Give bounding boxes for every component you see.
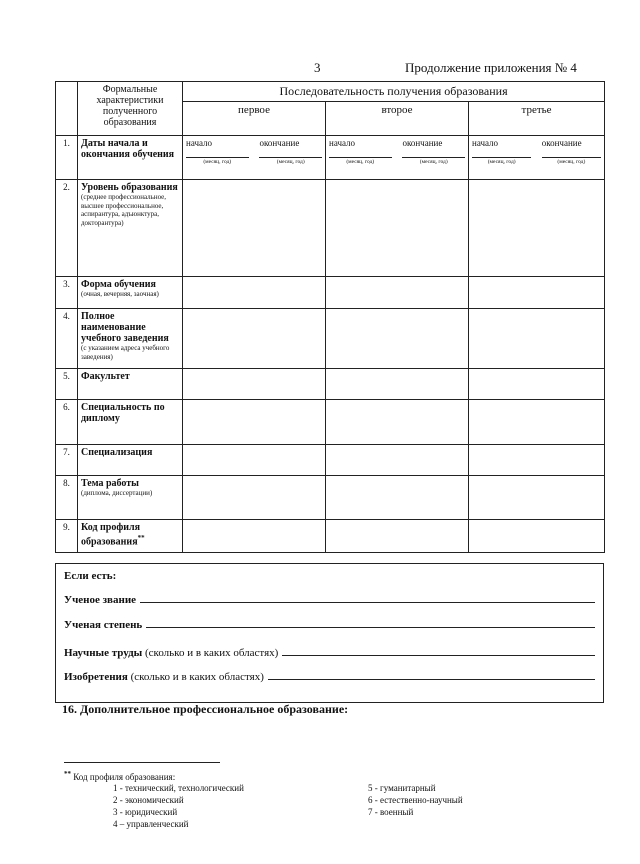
footnote-title — [64, 770, 175, 782]
date-start-hint: (месяц, год) — [186, 157, 249, 165]
academic-degree-label: Ученая степень — [64, 619, 143, 631]
date-start-hint: (месяц, год) — [329, 157, 392, 165]
footnote-divider — [64, 762, 220, 763]
academic-title-field[interactable] — [140, 601, 595, 603]
section-16-title: 16. Дополнительное профессиональное образование: — [62, 702, 349, 716]
table-row — [56, 369, 605, 400]
table-row — [56, 309, 605, 369]
inventions-field[interactable] — [268, 678, 595, 680]
entry-cell[interactable] — [326, 180, 469, 277]
profile-code-item: 3 - юридический — [113, 807, 178, 817]
row-note: (с указанием адреса учебного заведения) — [81, 344, 170, 361]
header-third: третье — [469, 102, 605, 136]
entry-cell[interactable] — [183, 309, 326, 369]
entry-cell[interactable] — [326, 309, 469, 369]
date-end-label: окончание — [259, 138, 300, 148]
profile-code-item: 2 - экономический — [113, 795, 184, 805]
continuation-label: Продолжение приложения № 4 — [405, 60, 577, 75]
row-note: (диплома, диссертации) — [81, 489, 153, 497]
if-any-label: Если есть: — [64, 570, 117, 582]
row-number: 2. — [56, 180, 78, 277]
footnote-title-text: Код профиля образования: — [73, 772, 176, 782]
entry-cell[interactable] — [326, 369, 469, 400]
header-characteristics: Формальные характеристики полученного образования — [78, 82, 183, 136]
row-label — [78, 309, 183, 369]
if-any-row — [64, 570, 595, 582]
works-label: Научные труды — [64, 647, 143, 659]
row-note: (очная, вечерняя, заочная) — [81, 290, 159, 298]
row-number: 7. — [56, 445, 78, 476]
works-hint: (сколько и в каких областях) — [144, 647, 279, 659]
entry-cell[interactable] — [183, 445, 326, 476]
date-cell[interactable] — [326, 136, 469, 180]
entry-cell[interactable] — [469, 520, 605, 553]
table-header-row — [56, 82, 605, 102]
entry-cell[interactable] — [183, 476, 326, 520]
table-row — [56, 400, 605, 445]
entry-cell[interactable] — [326, 445, 469, 476]
date-end-hint: (месяц, год) — [402, 157, 465, 165]
footnote-codes-left — [113, 782, 244, 830]
entry-cell[interactable] — [183, 400, 326, 445]
works-row — [64, 647, 595, 659]
inventions-row — [64, 671, 595, 683]
row-label — [78, 476, 183, 520]
profile-code-item: 1 - технический, технологический — [113, 783, 244, 793]
entry-cell[interactable] — [469, 277, 605, 309]
date-start-label: начало — [472, 138, 499, 148]
table-row — [56, 445, 605, 476]
table-row — [56, 277, 605, 309]
row-label — [78, 180, 183, 277]
row-number: 4. — [56, 309, 78, 369]
profile-code-item: 4 – управленческий — [113, 819, 189, 829]
entry-cell[interactable] — [183, 520, 326, 553]
row-number: 5. — [56, 369, 78, 400]
header-num-cell — [56, 82, 78, 136]
inventions-hint: (сколько и в каких областях) — [130, 671, 264, 683]
extra-info-box — [55, 563, 604, 703]
row-number: 1. — [56, 136, 78, 180]
row-number: 3. — [56, 277, 78, 309]
row-number: 8. — [56, 476, 78, 520]
header-first: первое — [183, 102, 326, 136]
academic-degree-field[interactable] — [146, 626, 595, 628]
academic-title-row — [64, 594, 595, 606]
row-label — [78, 520, 183, 553]
entry-cell[interactable] — [326, 277, 469, 309]
row-label — [78, 136, 183, 180]
entry-cell[interactable] — [469, 476, 605, 520]
row-title: Специальность по диплому — [81, 402, 165, 424]
date-start-label: начало — [186, 138, 213, 148]
row-title: Полное наименование учебного заведения — [81, 311, 169, 344]
date-cell[interactable] — [183, 136, 326, 180]
row-label — [78, 400, 183, 445]
entry-cell[interactable] — [469, 400, 605, 445]
date-end-hint: (месяц, год) — [259, 157, 322, 165]
date-end-label: окончание — [541, 138, 582, 148]
profile-code-item: 5 - гуманитарный — [368, 783, 436, 793]
date-end-hint: (месяц, год) — [542, 157, 601, 165]
row-title: Факультет — [81, 371, 130, 382]
row-label — [78, 277, 183, 309]
academic-degree-row — [64, 619, 595, 631]
row-note: (среднее профессиональное, высшее профессиональное, аспирантура, адъюнктура, докторантура) — [81, 193, 167, 227]
table-row — [56, 520, 605, 553]
header-second: второе — [326, 102, 469, 136]
table-row — [56, 136, 605, 180]
entry-cell[interactable] — [469, 180, 605, 277]
header-sequence: Последовательность получения образования — [183, 82, 605, 102]
works-field[interactable] — [282, 654, 595, 656]
entry-cell[interactable] — [469, 369, 605, 400]
table-row — [56, 476, 605, 520]
row-title: Тема работы — [81, 478, 139, 489]
row-title: Даты начала и окончания обучения — [81, 138, 175, 160]
entry-cell[interactable] — [469, 445, 605, 476]
profile-code-item: 6 - естественно-научный — [368, 795, 463, 805]
entry-cell[interactable] — [326, 520, 469, 553]
footnote-mark: ** — [64, 770, 71, 778]
row9-footnote-mark: ** — [137, 534, 145, 542]
date-end-label: окончание — [402, 138, 443, 148]
row-label — [78, 369, 183, 400]
entry-cell[interactable] — [326, 476, 469, 520]
table-row — [56, 180, 605, 277]
date-start-hint: (месяц, год) — [472, 157, 531, 165]
entry-cell[interactable] — [326, 400, 469, 445]
education-table — [55, 81, 605, 553]
profile-code-item: 7 - военный — [368, 807, 414, 817]
row-title: Код профиля образования** — [81, 522, 145, 548]
date-start-label: начало — [329, 138, 356, 148]
entry-cell[interactable] — [183, 180, 326, 277]
row-title: Форма обучения — [81, 279, 156, 290]
inventions-label: Изобретения — [64, 671, 128, 683]
page-number: 3 — [314, 60, 321, 75]
entry-cell[interactable] — [183, 369, 326, 400]
row-label — [78, 445, 183, 476]
entry-cell[interactable] — [469, 309, 605, 369]
row-number: 6. — [56, 400, 78, 445]
date-cell[interactable] — [469, 136, 605, 180]
row-number: 9. — [56, 520, 78, 553]
academic-title-label: Ученое звание — [64, 594, 137, 606]
row-title: Уровень образования — [81, 182, 178, 193]
footnote-codes-right — [368, 782, 463, 818]
entry-cell[interactable] — [183, 277, 326, 309]
row-title: Специализация — [81, 447, 153, 458]
